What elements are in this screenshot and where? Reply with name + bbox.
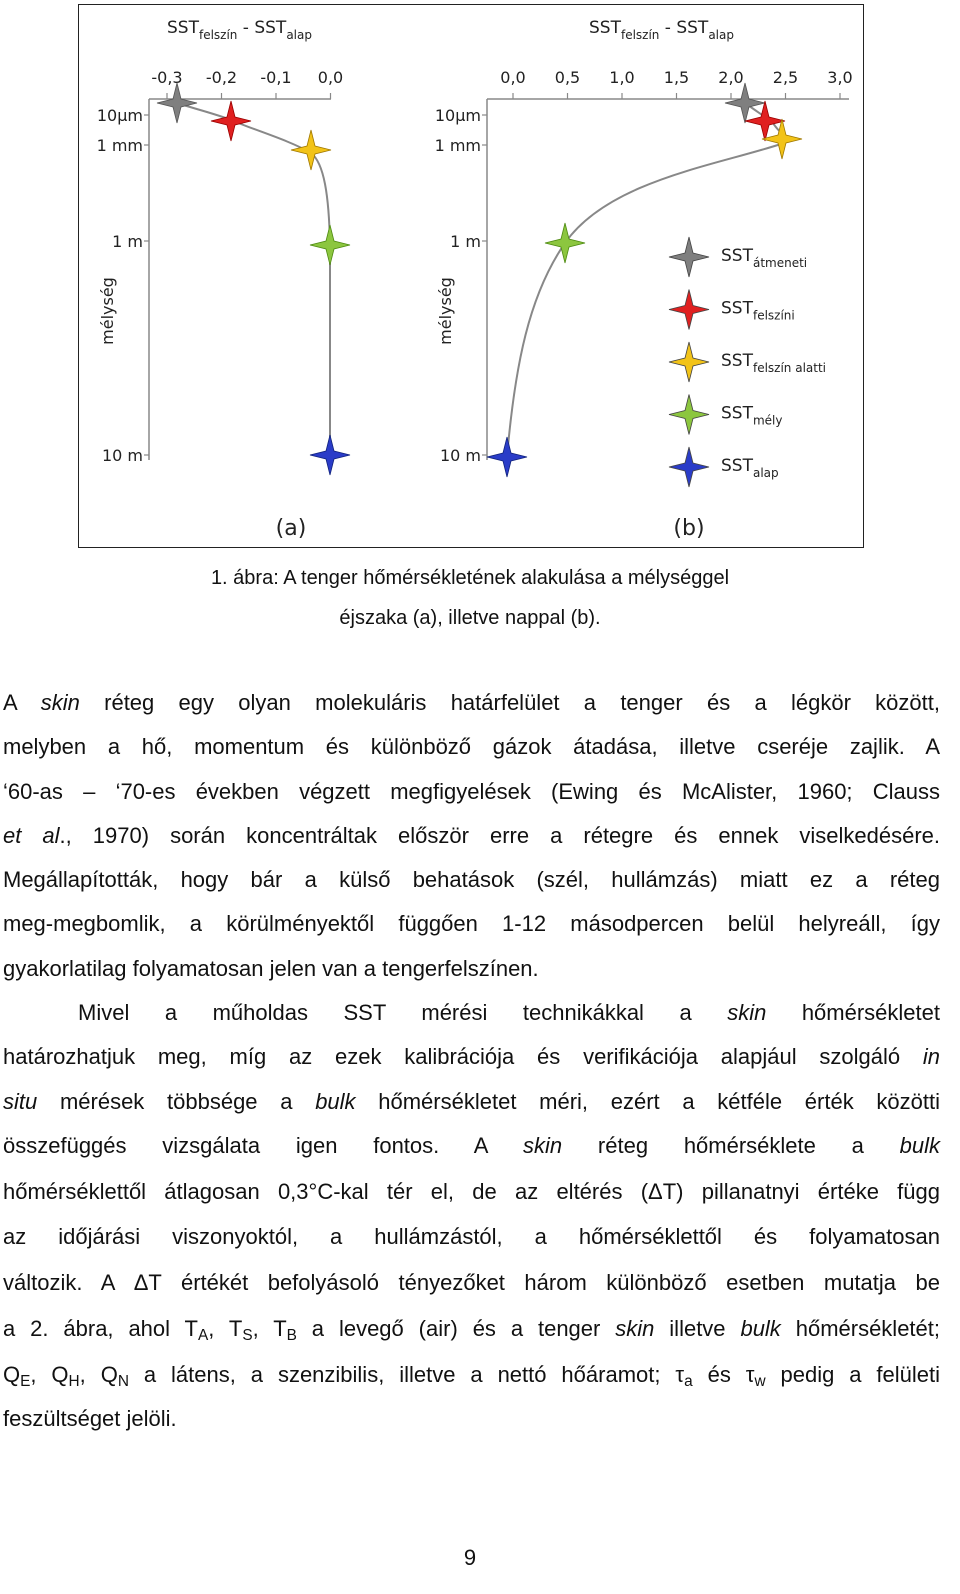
legend-star-icon bbox=[669, 395, 709, 435]
panel-a-y-tick-label: 1 m bbox=[112, 232, 143, 251]
legend-entry: $SST_{mély}$ bbox=[721, 403, 783, 428]
paragraph-1-line-2: melyben a hő, momentum és különböző gázok átadása, illetve cseréje zajlik. A bbox=[3, 734, 940, 759]
panel-b-x-tick-label: 3,0 bbox=[827, 68, 853, 87]
paragraph-1-line-5: Megállapították, hogy bár a külső behatások (szél, hullámzás) miatt ez a réteg bbox=[3, 867, 940, 892]
paragraph-2-line-4: összefüggés vizsgálata igen fontos. A skin réteg hőmérséklete a bulk bbox=[3, 1133, 940, 1158]
legend-star-icon bbox=[669, 237, 709, 277]
legend-entry: $SST_{felszíni}$ bbox=[721, 298, 795, 323]
paragraph-2-line-1: Mivel a műholdas SST mérési technikákkal a skin hőmérsékletet bbox=[78, 1000, 940, 1025]
panel-a-x-tick-label: -0,2 bbox=[205, 68, 238, 87]
panel-a-star-atmeneti bbox=[157, 83, 197, 123]
panel-b-x-tick-label: 2,5 bbox=[772, 68, 799, 87]
paragraph-2-line-10: feszültséget jelöli. bbox=[3, 1406, 177, 1431]
paragraph-1-line-4: et al., 1970) során koncentráltak először erre a rétegre és ennek viselkedésére. bbox=[3, 823, 940, 848]
panel-b-y-tick-label: 10µm bbox=[434, 106, 481, 125]
panel-b-x-tick-label: 2,0 bbox=[718, 68, 744, 87]
panel-a-star-felszini bbox=[211, 101, 251, 141]
paragraph-1-line-1: A skin réteg egy olyan molekuláris határfelület a tenger és a légkör között, bbox=[3, 690, 940, 715]
panel-b-y-tick-label: 10 m bbox=[439, 446, 481, 465]
legend-star-icon bbox=[669, 342, 709, 382]
panel-b-x-tick-label: 0,0 bbox=[500, 68, 526, 87]
panel-b-y-tick-label: 1 m bbox=[450, 232, 481, 251]
panel-a-star-mely bbox=[310, 225, 350, 265]
paragraph-1-line-7: gyakorlatilag folyamatosan jelen van a tengerfelszínen. bbox=[3, 956, 539, 981]
panel-a-star-alap bbox=[310, 435, 350, 475]
panel-b-y-tick-label: 1 mm bbox=[434, 136, 481, 155]
panel-a bbox=[97, 18, 350, 541]
panel-a-star-felszin-alatti bbox=[291, 130, 331, 170]
legend-entry: $SST_{felszín alatti}$ bbox=[721, 351, 826, 375]
legend-entry: $SST_{átmeneti}$ bbox=[721, 246, 808, 270]
paragraph-2-line-9: $Q_E$, $Q_H$, $Q_N$ a látens, a szenzibilis, illetve a nettó hőáramot; $\tau_a$ és $\tau_w$ pedig a felületi bbox=[3, 1362, 940, 1390]
figure-canvas bbox=[79, 5, 865, 549]
figure-caption-line-2: éjszaka (a), illetve nappal (b). bbox=[339, 607, 601, 629]
panel-b-star-atmeneti bbox=[725, 83, 765, 123]
panel-a-x-tick-label: -0,3 bbox=[151, 68, 183, 87]
figure-caption-line-1: 1. ábra: A tenger hőmérsékletének alakulása a mélységgel bbox=[210, 567, 730, 589]
panel-a-x-tick-label: 0,0 bbox=[317, 68, 344, 87]
paragraph-1-line-3: ‘60-as – ‘70-es években végzett megfigyelések (Ewing és McAlister, 1960; Clauss bbox=[3, 779, 940, 804]
panel-a-header: $SST_{felszín} - SST_{alap}$ bbox=[167, 18, 312, 42]
paragraph-2-line-3: situ mérések többsége a bulk hőmérsékletet méri, ezért a kétféle érték közötti bbox=[3, 1089, 940, 1114]
panel-a-y-label: mélység bbox=[98, 277, 117, 345]
paragraph-2-line-5: hőmérséklettől átlagosan 0,3°C-kal tér el, de az eltérés (ΔT) pillanatnyi értéke függ bbox=[3, 1179, 940, 1204]
paragraph-2-line-6: az időjárási viszonyoktól, a hullámzástól, a hőmérséklettől és folyamatosan bbox=[3, 1224, 940, 1249]
panel-b-x-tick-label: 0,5 bbox=[554, 68, 581, 87]
panel-a-profile-curve bbox=[177, 103, 330, 457]
legend-star-icon bbox=[669, 447, 709, 487]
panel-a-y-tick-label: 1 mm bbox=[96, 136, 143, 155]
panel-b-header: $SST_{felszín} - SST_{alap}$ bbox=[589, 18, 734, 42]
figure-legend bbox=[669, 237, 826, 487]
panel-b-x-tick-label: 1,5 bbox=[663, 68, 690, 87]
page-number: 9 bbox=[463, 1545, 477, 1570]
panel-b-star-mely bbox=[545, 223, 585, 263]
panel-a-x-tick-label: -0,1 bbox=[260, 68, 292, 87]
panel-b-star-alap bbox=[487, 437, 527, 477]
panel-a-label: (a) bbox=[275, 516, 307, 541]
panel-b bbox=[435, 18, 853, 541]
legend-entry: $SST_{alap}$ bbox=[721, 456, 779, 480]
panel-a-y-tick-label: 10 m bbox=[101, 446, 143, 465]
figure-sst-depth-profiles bbox=[78, 4, 864, 548]
panel-b-label: (b) bbox=[673, 516, 705, 541]
panel-b-y-label: mélység bbox=[436, 277, 455, 345]
paragraph-2-line-2: határozhatjuk meg, míg az ezek kalibrációja és verifikációja alapjául szolgáló in bbox=[3, 1044, 940, 1069]
legend-star-icon bbox=[669, 290, 709, 330]
panel-b-x-tick-label: 1,0 bbox=[609, 68, 635, 87]
paragraph-2-line-8: a 2. ábra, ahol $T_A$, $T_S$, $T_B$ a levegő (air) és a tenger skin illetve bulk hőmérsékletét; bbox=[3, 1316, 941, 1344]
paragraph-2-line-7: változik. A ΔT értékét befolyásoló tényezőket három különböző esetben mutatja be bbox=[3, 1270, 940, 1295]
paragraph-1-line-6: meg-megbomlik, a körülményektől függően 1-12 másodpercen belül helyreáll, így bbox=[3, 911, 940, 936]
panel-a-y-tick-label: 10µm bbox=[96, 106, 143, 125]
